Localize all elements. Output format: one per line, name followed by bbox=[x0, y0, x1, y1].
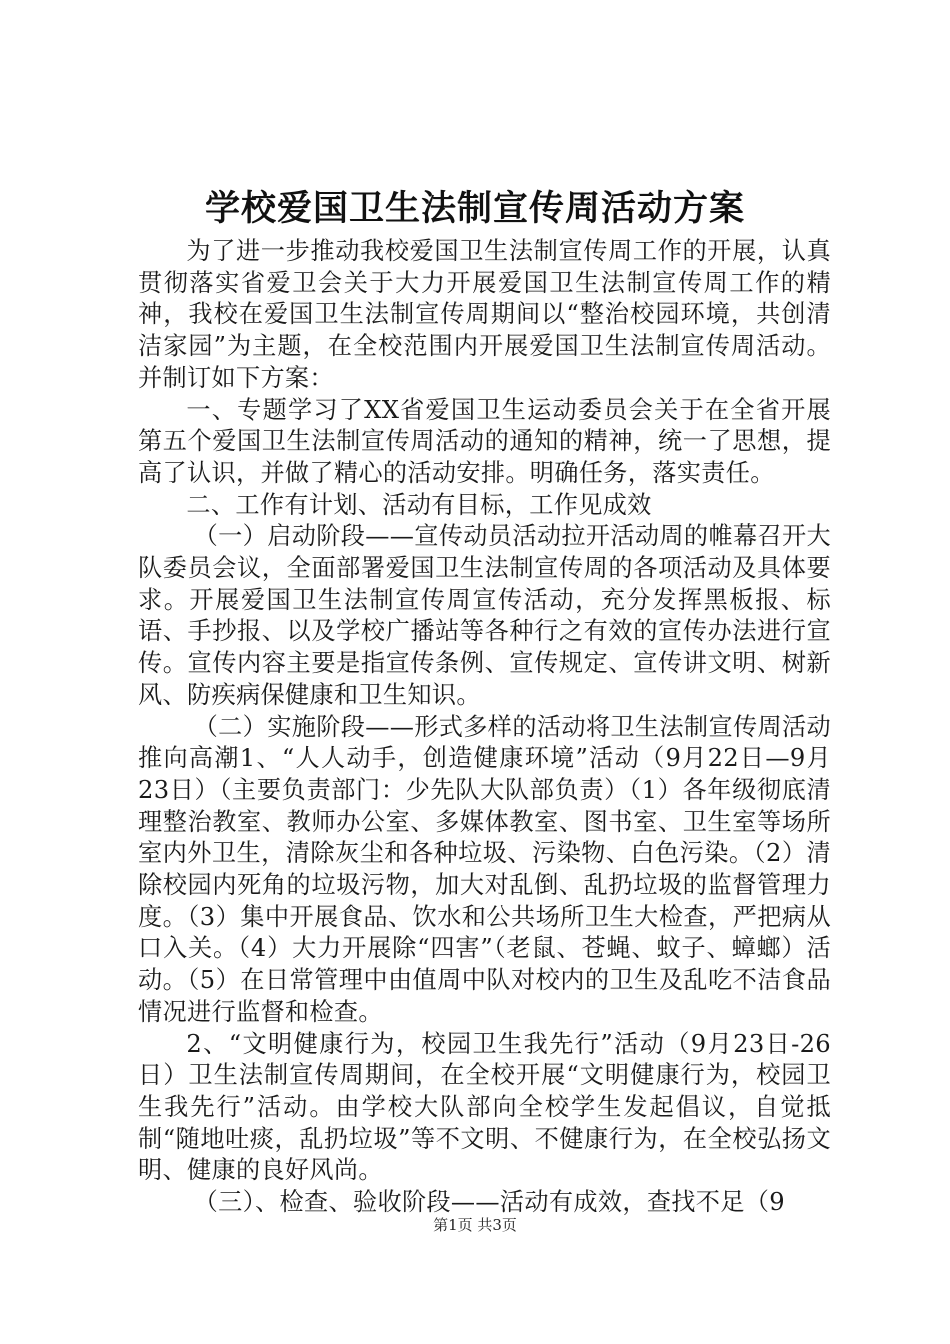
paragraph-section-1: 一、专题学习了XX省爱国卫生运动委员会关于在全省开展第五个爱国卫生法制宣传周活动的通知的精神，统一了思想，提高了认识，并做了精心的活动安排。明确任务，落实责任。 bbox=[138, 395, 831, 487]
paragraph-section-2-heading: 二、工作有计划、活动有目标，工作见成效 bbox=[186, 490, 652, 519]
page-footer: 第1页 共3页 bbox=[433, 1216, 517, 1234]
paragraph-stage-1: （一）启动阶段——宣传动员活动拉开活动周的帷幕召开大队委员会议，全面部署爱国卫生法制宣传周的各项活动及具体要求。开展爱国卫生法制宣传周宣传活动，充分发挥黑板报、标语、手抄报、以及学校广播站等各种行之有效的宣传办法进行宣传。宣传内容主要是指宣传条例、宣传规定、宣传讲文明、树新风、防疾病保健康和卫生知识。 bbox=[138, 522, 831, 709]
paragraph-stage-2: （二）实施阶段——形式多样的活动将卫生法制宣传周活动推向高潮1、“人人动手，创造健康环境”活动（9月22日—9月23日）（主要负责部门：少先队大队部负责）（1）各年级彻底清理整治教室、教师办公室、多媒体教室、图书室、卫生室等场所室内外卫生，清除灰尘和各种垃圾、污染物、白色污染。（2）清除校园内死角的垃圾污物，加大对乱倒、乱扔垃圾的监督管理力度。（3）集中开展食品、饮水和公共场所卫生大检查，严把病从口入关。（4）大力开展除“四害”（老鼠、苍蝇、蚊子、蟑螂）活动。（5）在日常管理中由值周中队对校内的卫生及乱吃不洁食品情况进行监督和检查。 bbox=[138, 712, 831, 1026]
paragraph-intro: 为了进一步推动我校爱国卫生法制宣传周工作的开展，认真贯彻落实省爱卫会关于大力开展爱国卫生法制宣传周工作的精神，我校在爱国卫生法制宣传周期间以“整治校园环境，共创清洁家园”为主题，在全校范围内开展爱国卫生法制宣传周活动。并制订如下方案： bbox=[138, 237, 831, 392]
paragraph-stage-3: （三）、检查、验收阶段——活动有成效，查找不足（9 bbox=[193, 1188, 785, 1217]
document-title: 学校爱国卫生法制宣传周活动方案 bbox=[204, 188, 745, 229]
paragraph-activity-2: 2、“文明健康行为，校园卫生我先行”活动（9月23日-26日）卫生法制宣传周期间，在全校开展“文明健康行为，校园卫生我先行”活动。由学校大队部向全校学生发起倡议，自觉抵制“随地吐痰，乱扔垃圾”等不文明、不健康行为，在全校弘扬文明、健康的良好风尚。 bbox=[138, 1029, 831, 1185]
document-body bbox=[138, 236, 831, 1219]
